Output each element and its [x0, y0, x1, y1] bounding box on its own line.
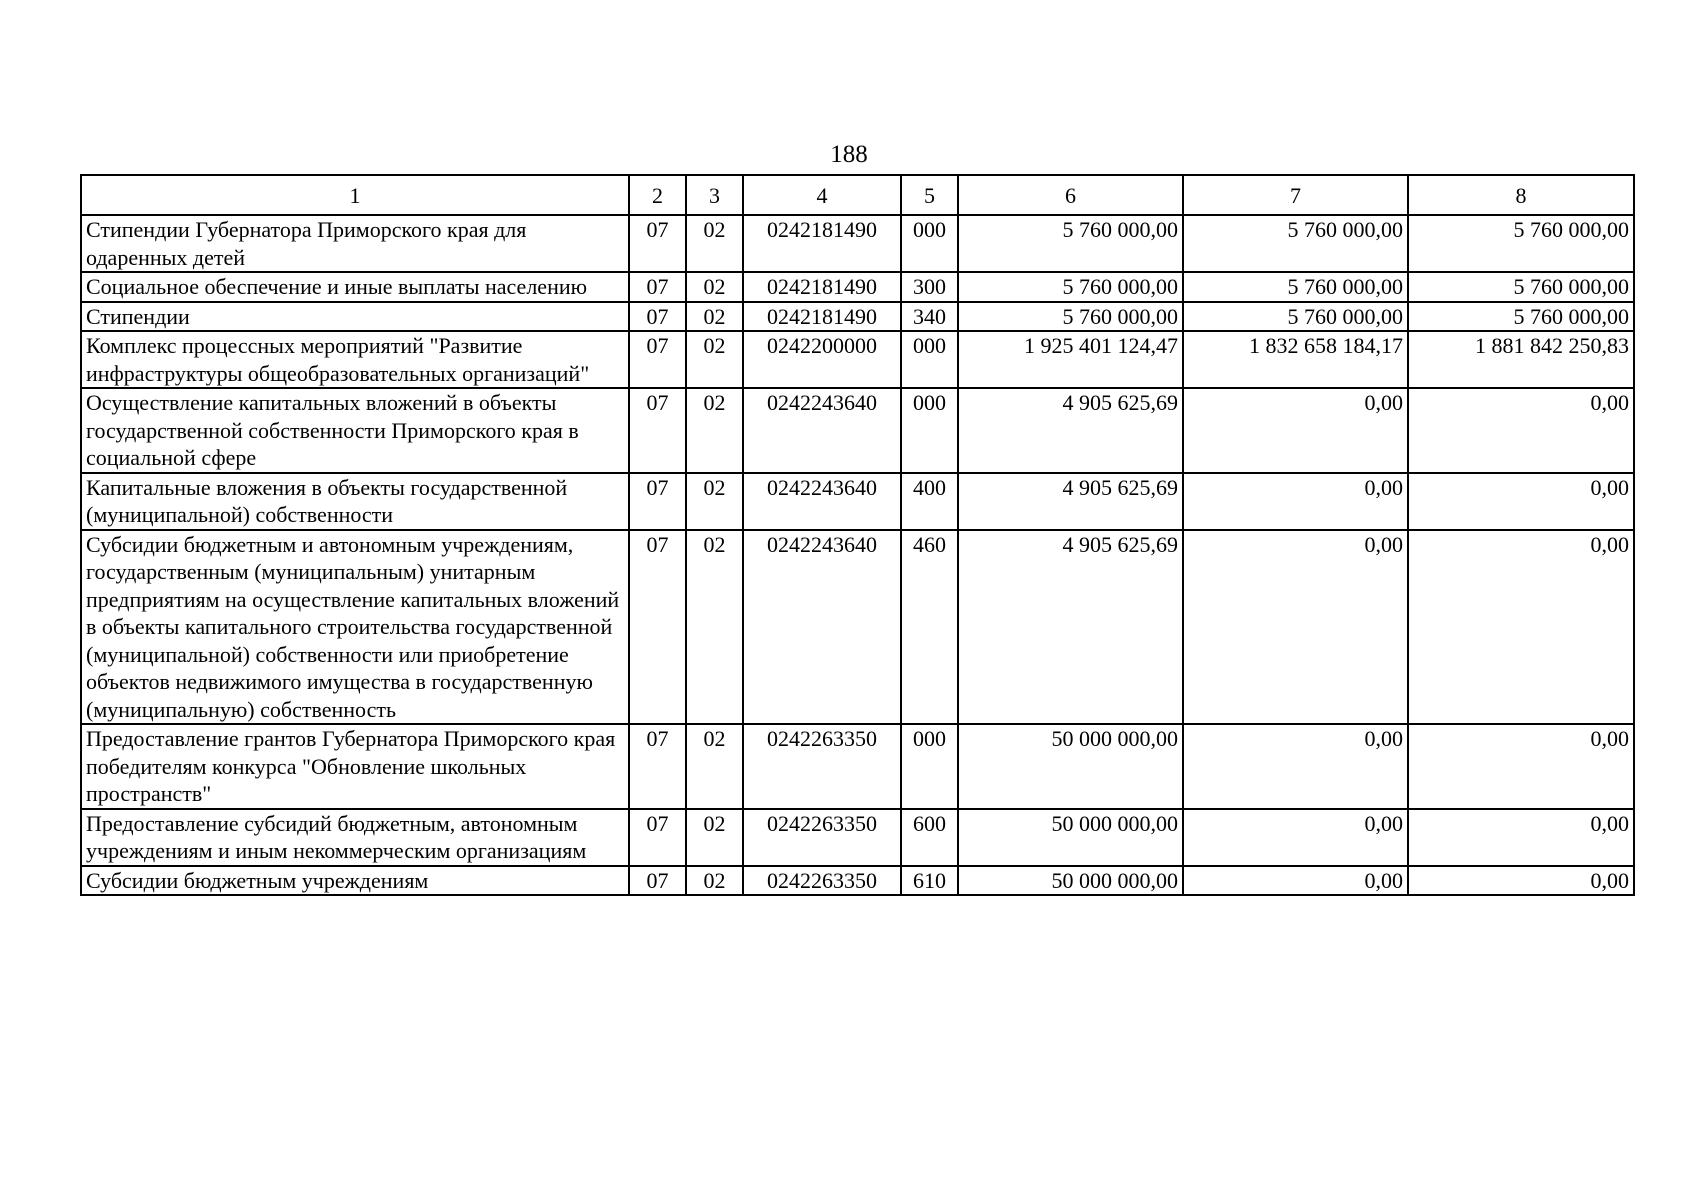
table-row	[81, 866, 1634, 896]
expense-type-code: 400	[901, 473, 958, 530]
target-code: 0242181490	[743, 215, 901, 272]
amount-col6: 5 760 000,00	[958, 302, 1183, 332]
amount-col7: 0,00	[1183, 866, 1408, 896]
amount-col7: 5 760 000,00	[1183, 215, 1408, 272]
amount-col7: 0,00	[1183, 473, 1408, 530]
page-number: 188	[830, 141, 868, 168]
row-name: Предоставление грантов Губернатора Приморского края победителям конкурса "Обновление школьных пространств"	[81, 724, 629, 809]
table-row	[81, 331, 1634, 388]
row-name: Социальное обеспечение и иные выплаты населению	[81, 272, 629, 302]
amount-col8: 5 760 000,00	[1408, 215, 1634, 272]
amount-col6: 4 905 625,69	[958, 388, 1183, 473]
subsection-code: 02	[686, 809, 743, 866]
table-row	[81, 302, 1634, 332]
section-code: 07	[629, 530, 686, 725]
subsection-code: 02	[686, 724, 743, 809]
amount-col6: 50 000 000,00	[958, 809, 1183, 866]
section-code: 07	[629, 809, 686, 866]
row-name: Субсидии бюджетным учреждениям	[81, 866, 629, 896]
amount-col7: 0,00	[1183, 388, 1408, 473]
row-name: Субсидии бюджетным и автономным учреждениям, государственным (муниципальным) унитарным предприятиям на осуществление капитальных вложений в объекты капитального строительства государственной (муниципальной) собственности или приобретение объектов недвижимого имущества в государственную (муниципальную) собственность	[81, 530, 629, 725]
header-cell: 7	[1183, 175, 1408, 215]
amount-col7: 0,00	[1183, 724, 1408, 809]
amount-col8: 0,00	[1408, 866, 1634, 896]
subsection-code: 02	[686, 215, 743, 272]
expense-type-code: 600	[901, 809, 958, 866]
amount-col6: 50 000 000,00	[958, 866, 1183, 896]
target-code: 0242243640	[743, 388, 901, 473]
amount-col8: 5 760 000,00	[1408, 272, 1634, 302]
amount-col6: 5 760 000,00	[958, 215, 1183, 272]
amount-col6: 4 905 625,69	[958, 530, 1183, 725]
row-name: Стипендии Губернатора Приморского края для одаренных детей	[81, 215, 629, 272]
target-code: 0242243640	[743, 473, 901, 530]
table-row	[81, 724, 1634, 809]
section-code: 07	[629, 331, 686, 388]
target-code: 0242243640	[743, 530, 901, 725]
amount-col8: 0,00	[1408, 388, 1634, 473]
table-row	[81, 215, 1634, 272]
header-cell: 5	[901, 175, 958, 215]
expense-type-code: 610	[901, 866, 958, 896]
amount-col6: 4 905 625,69	[958, 473, 1183, 530]
header-row	[81, 175, 1634, 215]
section-code: 07	[629, 272, 686, 302]
budget-table	[80, 174, 1635, 896]
table-row	[81, 809, 1634, 866]
subsection-code: 02	[686, 272, 743, 302]
subsection-code: 02	[686, 473, 743, 530]
amount-col7: 5 760 000,00	[1183, 272, 1408, 302]
expense-type-code: 000	[901, 724, 958, 809]
row-name: Предоставление субсидий бюджетным, автономным учреждениям и иным некоммерческим организациям	[81, 809, 629, 866]
subsection-code: 02	[686, 530, 743, 725]
subsection-code: 02	[686, 331, 743, 388]
header-cell: 3	[686, 175, 743, 215]
subsection-code: 02	[686, 388, 743, 473]
header-cell: 2	[629, 175, 686, 215]
table-row	[81, 473, 1634, 530]
amount-col8: 0,00	[1408, 724, 1634, 809]
table-row	[81, 530, 1634, 725]
amount-col8: 0,00	[1408, 473, 1634, 530]
target-code: 0242181490	[743, 302, 901, 332]
section-code: 07	[629, 724, 686, 809]
expense-type-code: 300	[901, 272, 958, 302]
amount-col6: 1 925 401 124,47	[958, 331, 1183, 388]
header-cell: 4	[743, 175, 901, 215]
amount-col8: 0,00	[1408, 809, 1634, 866]
amount-col7: 0,00	[1183, 530, 1408, 725]
row-name: Стипендии	[81, 302, 629, 332]
amount-col8: 5 760 000,00	[1408, 302, 1634, 332]
section-code: 07	[629, 302, 686, 332]
amount-col8: 1 881 842 250,83	[1408, 331, 1634, 388]
section-code: 07	[629, 866, 686, 896]
target-code: 0242200000	[743, 331, 901, 388]
amount-col8: 0,00	[1408, 530, 1634, 725]
row-name: Осуществление капитальных вложений в объекты государственной собственности Приморского края в социальной сфере	[81, 388, 629, 473]
expense-type-code: 460	[901, 530, 958, 725]
row-name: Капитальные вложения в объекты государственной (муниципальной) собственности	[81, 473, 629, 530]
target-code: 0242263350	[743, 866, 901, 896]
section-code: 07	[629, 215, 686, 272]
subsection-code: 02	[686, 302, 743, 332]
amount-col6: 5 760 000,00	[958, 272, 1183, 302]
target-code: 0242181490	[743, 272, 901, 302]
expense-type-code: 340	[901, 302, 958, 332]
amount-col7: 0,00	[1183, 809, 1408, 866]
expense-type-code: 000	[901, 215, 958, 272]
target-code: 0242263350	[743, 724, 901, 809]
header-cell: 6	[958, 175, 1183, 215]
table-row	[81, 388, 1634, 473]
row-name: Комплекс процессных мероприятий "Развитие инфраструктуры общеобразовательных организаций"	[81, 331, 629, 388]
subsection-code: 02	[686, 866, 743, 896]
amount-col6: 50 000 000,00	[958, 724, 1183, 809]
amount-col7: 5 760 000,00	[1183, 302, 1408, 332]
section-code: 07	[629, 473, 686, 530]
expense-type-code: 000	[901, 388, 958, 473]
table-row	[81, 272, 1634, 302]
amount-col7: 1 832 658 184,17	[1183, 331, 1408, 388]
expense-type-code: 000	[901, 331, 958, 388]
header-cell: 1	[81, 175, 629, 215]
header-cell: 8	[1408, 175, 1634, 215]
target-code: 0242263350	[743, 809, 901, 866]
section-code: 07	[629, 388, 686, 473]
